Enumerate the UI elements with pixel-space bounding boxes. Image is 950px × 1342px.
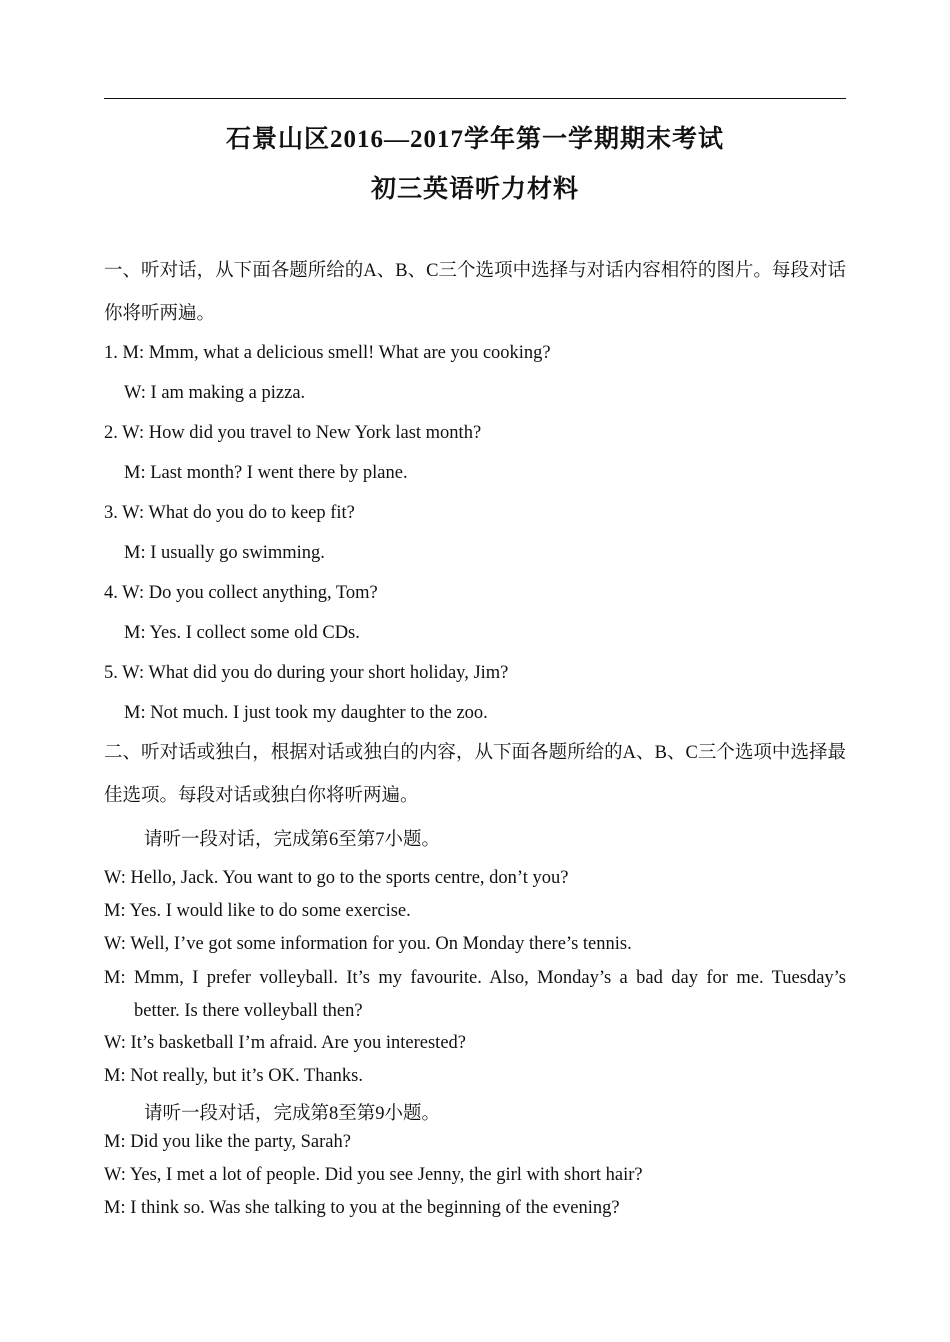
dialog1-line: W: Well, I’ve got some information for you. On Monday there’s tennis. xyxy=(104,934,632,954)
q4-question: 4. W: Do you collect anything, Tom? xyxy=(104,583,378,603)
q2-answer: M: Last month? I went there by plane. xyxy=(124,463,408,483)
q5-question: 5. W: What did you do during your short holiday, Jim? xyxy=(104,663,509,683)
dialog1-line: M: Yes. I would like to do some exercise. xyxy=(104,901,411,921)
document-subtitle: 初三英语听力材料 xyxy=(370,176,579,203)
q5-answer: M: Not much. I just took my daughter to the zoo. xyxy=(124,703,488,723)
dialog2-line: M: Did you like the party, Sarah? xyxy=(104,1132,351,1152)
q2-question: 2. W: How did you travel to New York last month? xyxy=(104,423,482,443)
q1-answer: W: I am making a pizza. xyxy=(124,383,306,403)
q1-question: 1. M: Mmm, what a delicious smell! What are you cooking? xyxy=(104,343,551,363)
document-title: 石景山区2016—2017学年第一学期期末考试 xyxy=(225,126,724,153)
dialog1-line: M: Mmm, I prefer volleyball. It’s my favourite. Also, Monday’s a bad day for me. Tuesday’s xyxy=(104,968,846,988)
dialog2-line: W: Yes, I met a lot of people. Did you see Jenny, the girl with short hair? xyxy=(104,1165,643,1185)
section1-instruction: 一、听对话，从下面各题所给的A、B、C三个选项中选择与对话内容相符的图片。每段对话你将听两遍。 xyxy=(104,261,846,324)
q4-answer: M: Yes. I collect some old CDs. xyxy=(124,623,360,643)
section2-prompt-2: 请听一段对话，完成第8至第9小题。 xyxy=(144,1104,441,1124)
section2-prompt-1: 请听一段对话，完成第6至第7小题。 xyxy=(144,830,441,850)
dialog1-line: W: It’s basketball I’m afraid. Are you interested? xyxy=(104,1033,466,1053)
dialog1-long-line xyxy=(104,962,846,1028)
dialog1-line: W: Hello, Jack. You want to go to the sports centre, don’t you? xyxy=(104,868,569,888)
dialog1-line-continued: better. Is there volleyball then? xyxy=(134,1001,363,1021)
dialog1-line: M: Not really, but it’s OK. Thanks. xyxy=(104,1066,363,1086)
q3-answer: M: I usually go swimming. xyxy=(124,543,325,563)
q3-question: 3. W: What do you do to keep fit? xyxy=(104,503,355,523)
dialog2-line: M: I think so. Was she talking to you at the beginning of the evening? xyxy=(104,1198,620,1218)
section2-instruction: 二、听对话或独白，根据对话或独白的内容，从下面各题所给的A、B、C三个选项中选择最佳选项。每段对话或独白你将听两遍。 xyxy=(104,743,846,806)
top-rule xyxy=(104,98,846,99)
